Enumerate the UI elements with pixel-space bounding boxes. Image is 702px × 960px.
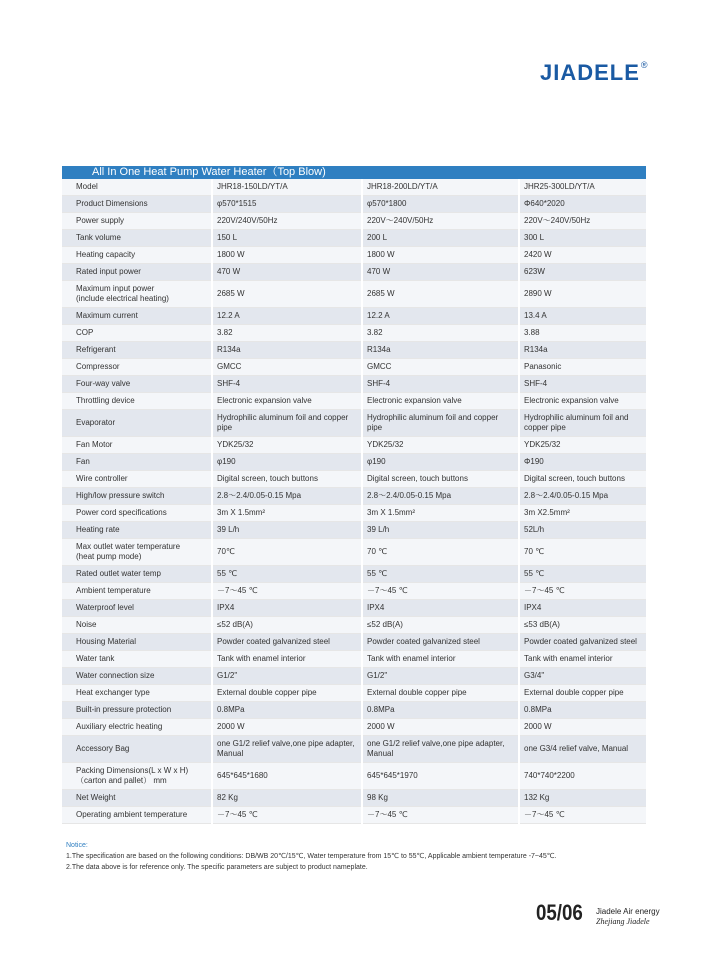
row-value-model-3: JHR25-300LD/YT/A — [519, 179, 646, 196]
row-label: COP — [62, 325, 212, 342]
row-value-model-2: Electronic expansion valve — [362, 393, 519, 410]
table-row — [62, 179, 646, 196]
row-value-model-2: 220V～240V/50Hz — [362, 213, 519, 230]
row-value-model-1: 2000 W — [212, 719, 362, 736]
table-row — [62, 308, 646, 325]
row-value-model-3: Electronic expansion valve — [519, 393, 646, 410]
row-value-model-1: G1/2" — [212, 668, 362, 685]
row-value-model-1: Powder coated galvanized steel — [212, 634, 362, 651]
table-row — [62, 281, 646, 308]
row-value-model-3: 3.88 — [519, 325, 646, 342]
row-value-model-3: Panasonic — [519, 359, 646, 376]
row-value-model-3: SHF-4 — [519, 376, 646, 393]
row-value-model-3: one G3/4 relief valve, Manual — [519, 736, 646, 763]
row-value-model-2: 3m X 1.5mm² — [362, 505, 519, 522]
row-value-model-1: 12.2 A — [212, 308, 362, 325]
row-value-model-2: 645*645*1970 — [362, 763, 519, 790]
footer-brand-line-1: Jiadele Air energy — [596, 907, 660, 916]
row-value-model-2: Digital screen, touch buttons — [362, 471, 519, 488]
table-row — [62, 410, 646, 437]
row-value-model-2: Powder coated galvanized steel — [362, 634, 519, 651]
row-value-model-1: External double copper pipe — [212, 685, 362, 702]
table-row — [62, 600, 646, 617]
row-value-model-1: R134a — [212, 342, 362, 359]
row-label: Maximum current — [62, 308, 212, 325]
row-value-model-3: YDK25/32 — [519, 437, 646, 454]
row-value-model-2: 1800 W — [362, 247, 519, 264]
row-value-model-3: 0.8MPa — [519, 702, 646, 719]
row-value-model-1: IPX4 — [212, 600, 362, 617]
row-value-model-2: one G1/2 relief valve,one pipe adapter, Manual — [362, 736, 519, 763]
row-label: Heat exchanger type — [62, 685, 212, 702]
row-label: Heating rate — [62, 522, 212, 539]
row-value-model-2: External double copper pipe — [362, 685, 519, 702]
table-row — [62, 342, 646, 359]
row-value-model-1: GMCC — [212, 359, 362, 376]
row-label: Packing Dimensions(L x W x H) （carton and pallet） mm — [62, 763, 212, 790]
table-row — [62, 325, 646, 342]
table-row — [62, 471, 646, 488]
row-label: Four-way valve — [62, 376, 212, 393]
row-label: Max outlet water temperature (heat pump mode) — [62, 539, 212, 566]
row-value-model-1: 645*645*1680 — [212, 763, 362, 790]
row-value-model-1: 150 L — [212, 230, 362, 247]
row-value-model-3: 2890 W — [519, 281, 646, 308]
row-label: High/low pressure switch — [62, 488, 212, 505]
row-value-model-3: Φ640*2020 — [519, 196, 646, 213]
row-value-model-2: 200 L — [362, 230, 519, 247]
row-value-model-1: 2.8～2.4/0.05-0.15 Mpa — [212, 488, 362, 505]
notice-heading: Notice: — [66, 842, 88, 849]
row-label: Fan Motor — [62, 437, 212, 454]
row-value-model-2: GMCC — [362, 359, 519, 376]
table-row — [62, 230, 646, 247]
row-value-model-2: 2685 W — [362, 281, 519, 308]
row-value-model-1: 220V/240V/50Hz — [212, 213, 362, 230]
table-row — [62, 522, 646, 539]
row-label: Waterproof level — [62, 600, 212, 617]
table-row — [62, 196, 646, 213]
page-number: 05/06 — [536, 900, 583, 925]
row-label: Housing Material — [62, 634, 212, 651]
row-value-model-3: 13.4 A — [519, 308, 646, 325]
table-row — [62, 539, 646, 566]
row-value-model-1: 55 ℃ — [212, 566, 362, 583]
row-value-model-1: φ190 — [212, 454, 362, 471]
table-row — [62, 651, 646, 668]
table-row — [62, 668, 646, 685]
row-value-model-1: －7～45 ℃ — [212, 583, 362, 600]
row-value-model-3: －7～45 ℃ — [519, 583, 646, 600]
table-row — [62, 213, 646, 230]
row-value-model-2: R134a — [362, 342, 519, 359]
row-value-model-2: Hydrophilic aluminum foil and copper pipe — [362, 410, 519, 437]
row-value-model-2: －7～45 ℃ — [362, 807, 519, 824]
row-value-model-2: 39 L/h — [362, 522, 519, 539]
row-value-model-1: Hydrophilic aluminum foil and copper pipe — [212, 410, 362, 437]
row-label: Compressor — [62, 359, 212, 376]
row-label: Ambient temperature — [62, 583, 212, 600]
row-value-model-2: 470 W — [362, 264, 519, 281]
row-value-model-3: 220V～240V/50Hz — [519, 213, 646, 230]
row-value-model-1: 39 L/h — [212, 522, 362, 539]
row-value-model-3: ≤53 dB(A) — [519, 617, 646, 634]
table-row — [62, 685, 646, 702]
row-label: Refrigerant — [62, 342, 212, 359]
row-label: Water tank — [62, 651, 212, 668]
table-row — [62, 719, 646, 736]
row-value-model-2: 70 ℃ — [362, 539, 519, 566]
row-value-model-3: 623W — [519, 264, 646, 281]
row-label: Heating capacity — [62, 247, 212, 264]
table-row — [62, 505, 646, 522]
row-value-model-3: 2420 W — [519, 247, 646, 264]
table-row — [62, 790, 646, 807]
row-value-model-3: 740*740*2200 — [519, 763, 646, 790]
row-value-model-2: ≤52 dB(A) — [362, 617, 519, 634]
row-value-model-3: 132 Kg — [519, 790, 646, 807]
row-value-model-2: φ190 — [362, 454, 519, 471]
brand-name: JIADELE — [540, 60, 640, 85]
row-value-model-1: 3m X 1.5mm² — [212, 505, 362, 522]
row-label: Tank volume — [62, 230, 212, 247]
row-value-model-3: 52L/h — [519, 522, 646, 539]
row-value-model-2: 2.8～2.4/0.05-0.15 Mpa — [362, 488, 519, 505]
row-value-model-2: YDK25/32 — [362, 437, 519, 454]
row-value-model-3: Φ190 — [519, 454, 646, 471]
spec-sheet — [62, 166, 646, 824]
row-value-model-2: JHR18-200LD/YT/A — [362, 179, 519, 196]
row-label: Fan — [62, 454, 212, 471]
row-label: Wire controller — [62, 471, 212, 488]
row-value-model-2: 98 Kg — [362, 790, 519, 807]
brand-logo — [540, 60, 649, 86]
table-row — [62, 617, 646, 634]
table-row — [62, 264, 646, 281]
table-row — [62, 376, 646, 393]
row-label: Model — [62, 179, 212, 196]
table-row — [62, 393, 646, 410]
row-value-model-1: －7～45 ℃ — [212, 807, 362, 824]
row-value-model-2: 2000 W — [362, 719, 519, 736]
table-row — [62, 702, 646, 719]
row-value-model-1: φ570*1515 — [212, 196, 362, 213]
row-value-model-1: 70℃ — [212, 539, 362, 566]
row-value-model-3: 2000 W — [519, 719, 646, 736]
notice-line-2: 2.The data above is for reference only. The specific parameters are subject to product nameplate. — [66, 864, 368, 871]
row-value-model-2: 55 ℃ — [362, 566, 519, 583]
row-value-model-2: G1/2" — [362, 668, 519, 685]
row-value-model-3: Tank with enamel interior — [519, 651, 646, 668]
row-label: Noise — [62, 617, 212, 634]
row-value-model-1: 2685 W — [212, 281, 362, 308]
row-value-model-1: 82 Kg — [212, 790, 362, 807]
row-value-model-1: SHF-4 — [212, 376, 362, 393]
row-value-model-3: 55 ℃ — [519, 566, 646, 583]
row-value-model-2: SHF-4 — [362, 376, 519, 393]
row-value-model-2: IPX4 — [362, 600, 519, 617]
row-value-model-3: 2.8～2.4/0.05-0.15 Mpa — [519, 488, 646, 505]
table-row — [62, 488, 646, 505]
row-value-model-1: Digital screen, touch buttons — [212, 471, 362, 488]
footer-brand — [596, 907, 660, 927]
row-value-model-3: Hydrophilic aluminum foil and copper pipe — [519, 410, 646, 437]
row-value-model-3: G3/4" — [519, 668, 646, 685]
row-value-model-1: one G1/2 relief valve,one pipe adapter, Manual — [212, 736, 362, 763]
row-label: Accessory Bag — [62, 736, 212, 763]
row-value-model-2: 12.2 A — [362, 308, 519, 325]
row-value-model-1: ≤52 dB(A) — [212, 617, 362, 634]
table-row — [62, 583, 646, 600]
row-value-model-1: JHR18-150LD/YT/A — [212, 179, 362, 196]
row-value-model-3: External double copper pipe — [519, 685, 646, 702]
row-label: Power cord specifications — [62, 505, 212, 522]
notice-block — [66, 840, 666, 873]
row-value-model-2: 3.82 — [362, 325, 519, 342]
table-row — [62, 566, 646, 583]
row-value-model-3: －7～45 ℃ — [519, 807, 646, 824]
row-value-model-1: 1800 W — [212, 247, 362, 264]
row-value-model-2: －7～45 ℃ — [362, 583, 519, 600]
row-label: Rated input power — [62, 264, 212, 281]
row-label: Built-in pressure protection — [62, 702, 212, 719]
row-label: Product Dimensions — [62, 196, 212, 213]
table-row — [62, 454, 646, 471]
table-row — [62, 736, 646, 763]
registered-mark: ® — [640, 60, 649, 70]
row-value-model-3: 300 L — [519, 230, 646, 247]
row-value-model-1: Electronic expansion valve — [212, 393, 362, 410]
row-value-model-2: Tank with enamel interior — [362, 651, 519, 668]
footer-brand-line-2: Zhejiang Jiadele — [596, 917, 650, 926]
row-value-model-3: R134a — [519, 342, 646, 359]
table-title: All In One Heat Pump Water Heater（Top Blow) — [62, 166, 646, 179]
row-label: Throttling device — [62, 393, 212, 410]
row-value-model-3: Powder coated galvanized steel — [519, 634, 646, 651]
row-label: Maximum input power (include electrical heating) — [62, 281, 212, 308]
spec-table-body — [62, 179, 646, 824]
row-label: Rated outlet water temp — [62, 566, 212, 583]
spec-table — [62, 179, 646, 824]
table-row — [62, 437, 646, 454]
table-row — [62, 634, 646, 651]
row-label: Evaporator — [62, 410, 212, 437]
row-value-model-3: 70 ℃ — [519, 539, 646, 566]
row-value-model-1: YDK25/32 — [212, 437, 362, 454]
row-value-model-3: IPX4 — [519, 600, 646, 617]
row-label: Operating ambient temperature — [62, 807, 212, 824]
table-row — [62, 359, 646, 376]
row-value-model-2: 0.8MPa — [362, 702, 519, 719]
row-value-model-1: Tank with enamel interior — [212, 651, 362, 668]
table-row — [62, 247, 646, 264]
row-value-model-3: Digital screen, touch buttons — [519, 471, 646, 488]
row-label: Auxiliary electric heating — [62, 719, 212, 736]
row-value-model-3: 3m X2.5mm² — [519, 505, 646, 522]
row-label: Water connection size — [62, 668, 212, 685]
table-row — [62, 807, 646, 824]
row-label: Power supply — [62, 213, 212, 230]
row-label: Net Weight — [62, 790, 212, 807]
row-value-model-1: 0.8MPa — [212, 702, 362, 719]
row-value-model-1: 470 W — [212, 264, 362, 281]
row-value-model-2: φ570*1800 — [362, 196, 519, 213]
row-value-model-1: 3.82 — [212, 325, 362, 342]
table-row — [62, 763, 646, 790]
notice-line-1: 1.The specification are based on the following conditions: DB/WB 20℃/15℃, Water temperature from 15℃ to 55℃, Applicable ambient temperature -7~45℃. — [66, 853, 557, 860]
